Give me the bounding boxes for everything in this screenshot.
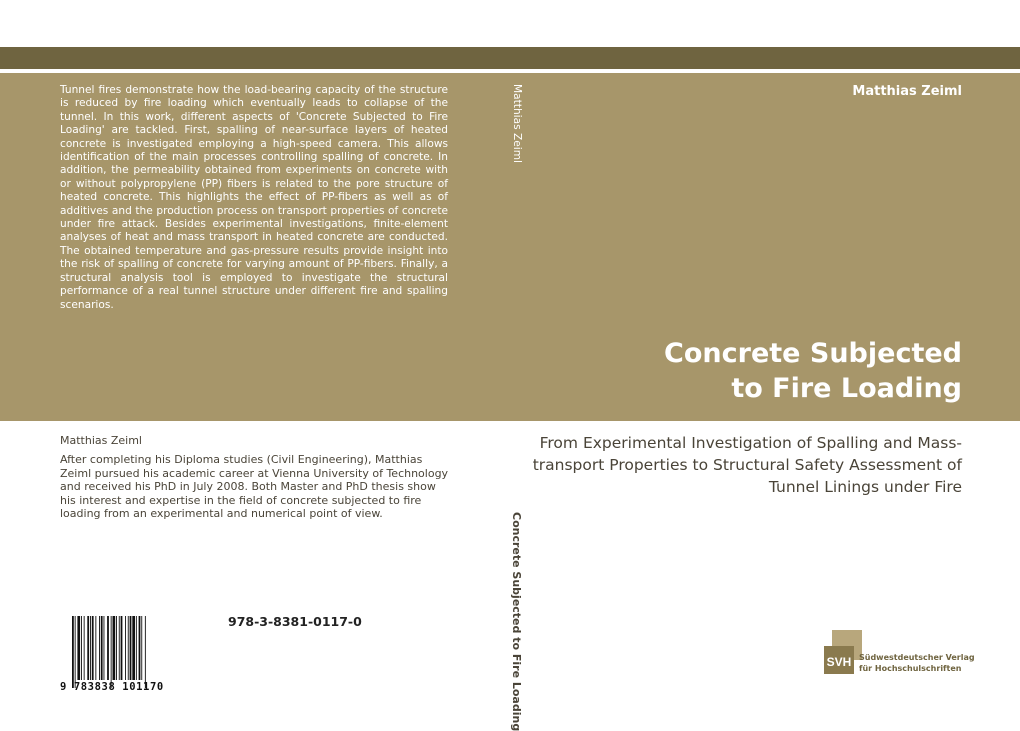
publisher-logo-text: SVH	[826, 655, 852, 669]
title-line-2: to Fire Loading	[731, 373, 962, 404]
front-cover-author: Matthias Zeiml	[852, 84, 962, 99]
publisher-logo-icon	[824, 630, 864, 674]
back-cover-author-name: Matthias Zeiml	[60, 434, 142, 447]
top-decorative-bar	[0, 47, 1020, 69]
publisher-name-line-1: Südwestdeutscher Verlag	[859, 653, 975, 662]
publisher-name	[859, 653, 975, 674]
isbn-number: 978-3-8381-0117-0	[228, 614, 362, 629]
publisher-name-line-2: für Hochschulschriften	[859, 663, 962, 673]
barcode-digits: 9 783838 101170	[60, 681, 164, 693]
front-cover-subtitle: From Experimental Investigation of Spalling and Mass-transport Properties to Structural Safety Assessment of Tunnel Linings under Fire	[532, 434, 962, 496]
front-cover-title	[542, 336, 962, 406]
back-cover-author-bio: After completing his Diploma studies (Civil Engineering), Matthias Zeiml pursued his academic career at Vienna University of Technology and received his PhD in July 2008. Both Master and PhD thesis show his interest and expertise in the field of concrete subjected to fire loading from an experimental and numerical point of view.	[60, 453, 449, 521]
back-cover-blurb: Tunnel fires demonstrate how the load-bearing capacity of the structure is reduced by fire loading which eventually leads to collapse of the tunnel. In this work, different aspects of 'Concrete Subjected to Fire Loading' are tackled. First, spalling of near-surface layers of heated concrete is investigated employing a high-speed camera. This allows identification of the main processes controlling spalling of concrete. In addition, the permeability obtained from experiments on concrete with or without polypropylene (PP) fibers is related to the pore structure of heated concrete. This highlights the effect of PP-fibers as well as of additives and the production process on transport properties of concrete under fire attack. Besides experimental investigations, finite-element analyses of heat and mass transport in heated concrete are conducted. The obtained temperature and gas-pressure results provide insight into the risk of spalling of concrete for varying amount of PP-fibers. Finally, a structural analysis tool is employed to investigate the structural performance of a real tunnel structure under different fire and spalling scenarios.	[60, 84, 448, 311]
title-line-1: Concrete Subjected	[664, 338, 962, 369]
spine-author: Matthias Zeiml	[511, 84, 523, 163]
spine-title: Concrete Subjected to Fire Loading	[510, 512, 523, 731]
